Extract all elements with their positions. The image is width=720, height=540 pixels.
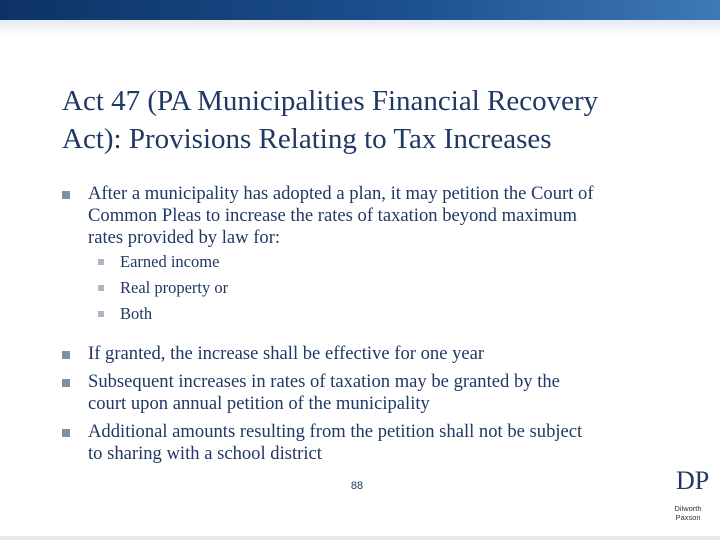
bullet-text: to sharing with a school district (88, 443, 322, 464)
square-sub-bullet-icon (98, 285, 104, 291)
top-banner-shadow (0, 20, 720, 36)
bullet-list (62, 183, 662, 465)
bullet-item (62, 343, 662, 365)
bullet-text: court upon annual petition of the municipality (88, 393, 430, 414)
bottom-rule (0, 536, 720, 540)
bullet-text: If granted, the increase shall be effective for one year (88, 343, 485, 364)
bullet-text: Common Pleas to increase the rates of taxation beyond maximum (88, 205, 578, 226)
bullet-item (62, 371, 662, 415)
logo-name-line: Dilworth (674, 504, 702, 513)
sub-bullet-text: Both (120, 304, 153, 323)
square-sub-bullet-icon (98, 259, 104, 265)
bullet-text: After a municipality has adopted a plan, it may petition the Court of (88, 183, 594, 204)
bullet-text: Additional amounts resulting from the petition shall not be subject (88, 421, 583, 442)
sub-bullet-text: Earned income (120, 252, 220, 271)
logo-name-line: Paxson (675, 513, 701, 522)
square-bullet-icon (62, 379, 70, 387)
square-sub-bullet-icon (98, 311, 104, 317)
logo-monogram: DP (676, 466, 710, 495)
square-bullet-icon (62, 191, 70, 199)
sub-bullet-text: Real property or (120, 278, 229, 297)
square-bullet-icon (62, 351, 70, 359)
spacer (62, 327, 662, 343)
page-number: 88 (350, 480, 364, 492)
top-banner (0, 0, 720, 20)
bullet-item (62, 183, 662, 249)
slide-title (62, 82, 702, 158)
sub-bullet-item (62, 249, 662, 275)
bullet-text: Subsequent increases in rates of taxation may be granted by the (88, 371, 560, 392)
slide-title-line: Act 47 (PA Municipalities Financial Recovery (62, 85, 599, 117)
sub-bullet-item (62, 301, 662, 327)
bullet-item (62, 421, 662, 465)
firm-logo (664, 468, 712, 526)
slide-title-line: Act): Provisions Relating to Tax Increases (62, 123, 552, 155)
bullet-text: rates provided by law for: (88, 227, 281, 248)
sub-bullet-item (62, 275, 662, 301)
square-bullet-icon (62, 429, 70, 437)
